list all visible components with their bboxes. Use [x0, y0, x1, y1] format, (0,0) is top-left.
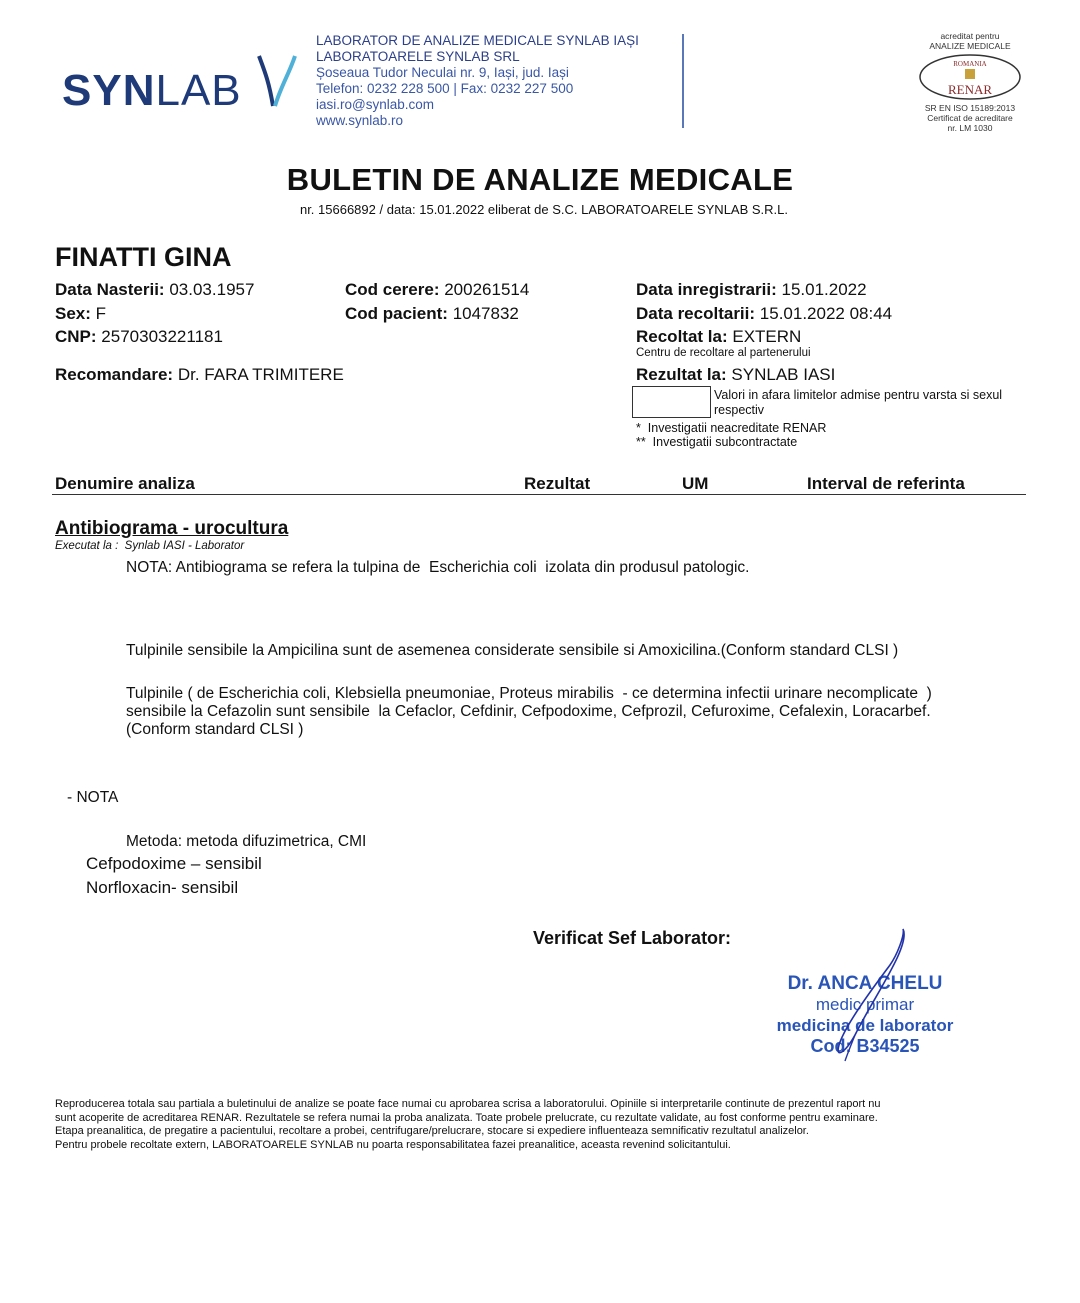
synlab-logo-icon [255, 52, 301, 110]
recomandare-value: Dr. FARA TRIMITERE [177, 365, 344, 384]
renar-seal-main-text: RENAR [947, 82, 993, 97]
reg-value: 15.01.2022 [781, 280, 867, 299]
metoda-line: Metoda: metoda difuzimetrica, CMI [126, 833, 367, 850]
lab-address: Șoseaua Tudor Neculai nr. 9, Iași, jud. Iași [316, 65, 569, 80]
legend-box [632, 386, 711, 418]
reg-label: Data inregistrarii: [636, 280, 777, 299]
field-cod-cerere [345, 280, 529, 300]
sex-label: Sex: [55, 304, 91, 323]
footer-line3: Etapa preanalitica, de pregatire a pacientului, recoltare a probei, centrifugare/prelucrare, stocare si expediere influenteaza semnificativ rezultatul analizelor. [55, 1125, 809, 1137]
rezultat-la-label: Rezultat la: [636, 365, 727, 384]
section-title: Antibiograma - urocultura [55, 518, 289, 539]
renar-top-line2: ANALIZE MEDICALE [929, 41, 1011, 51]
renar-seal-top-text: ROMANIA [953, 60, 987, 68]
cod-cerere-value: 200261514 [444, 280, 530, 299]
executed-at: Executat la : Synlab IASI - Laborator [55, 540, 245, 552]
lab-company: LABORATOARELE SYNLAB SRL [316, 49, 520, 64]
document-subtitle: nr. 15666892 / data: 15.01.2022 eliberat de S.C. LABORATOARELE SYNLAB S.R.L. [299, 202, 789, 217]
stamp-title: medic primar [815, 995, 915, 1014]
renar-seal-icon [918, 52, 1022, 102]
paragraph-cefazolin-line3: (Conform standard CLSI ) [126, 721, 304, 738]
cnp-label: CNP: [55, 327, 97, 346]
col-header-rezultat: Rezultat [524, 474, 591, 493]
cnp-value: 2570303221181 [101, 327, 223, 346]
field-cnp [55, 327, 223, 347]
legend-star2: ** Investigatii subcontractate [636, 435, 798, 449]
handwritten-signature [815, 925, 915, 1065]
col-header-um: UM [682, 474, 709, 493]
lab-website: www.synlab.ro [316, 113, 404, 128]
field-rezultat-la [636, 365, 835, 385]
recoltat-la-note: Centru de recoltare al partenerului [636, 347, 811, 359]
patient-name: FINATTI GINA [55, 242, 232, 272]
field-data-recoltarii [636, 304, 892, 324]
dob-value: 03.03.1957 [169, 280, 255, 299]
legend-box-text-line2: respectiv [714, 403, 765, 417]
sex-value: F [95, 304, 107, 323]
verified-label: Verificat Sef Laborator: [533, 928, 732, 948]
paragraph-cefazolin [126, 685, 932, 739]
field-recoltat-la [636, 327, 801, 347]
document-title: BULETIN DE ANALIZE MEDICALE [286, 162, 794, 197]
renar-accreditation [908, 31, 1032, 133]
lab-phone: Telefon: 0232 228 500 | Fax: 0232 227 500 [316, 81, 574, 96]
footer-line4: Pentru probele recoltate extern, LABORATOARELE SYNLAB nu poarta responsabilitatea fazei preanalitice, aceasta revenind solicitantului. [55, 1138, 731, 1151]
nota-dash: - NOTA [67, 789, 119, 806]
nota-antibiograma: NOTA: Antibiograma se refera la tulpina de Escherichia coli izolata din produsul patologic. [126, 559, 750, 576]
logo-text-bold: SYN [62, 66, 156, 115]
field-sex [55, 304, 106, 324]
paragraph-cefazolin-line2: sensibile la Cefazolin sunt sensibile la Cefaclor, Cefdinir, Cefpodoxime, Cefprozil, Cefuroxime, Cefalexin, Loracarbef. [126, 703, 931, 720]
cod-cerere-label: Cod cerere: [345, 280, 440, 299]
field-recomandare [55, 365, 344, 385]
renar-certificate: Certificat de acreditare [927, 113, 1013, 123]
cod-pacient-label: Cod pacient: [345, 304, 448, 323]
renar-iso: SR EN ISO 15189:2013 [924, 103, 1016, 113]
dob-label: Data Nasterii: [55, 280, 165, 299]
table-header-rule [52, 494, 1026, 495]
cod-pacient-value: 1047832 [452, 304, 519, 323]
recomandare-label: Recomandare: [55, 365, 174, 384]
renar-number: nr. LM 1030 [947, 123, 993, 133]
lab-name: LABORATOR DE ANALIZE MEDICALE SYNLAB IAȘI [316, 33, 639, 48]
field-cod-pacient [345, 304, 519, 324]
col-header-interval: Interval de referinta [807, 474, 965, 493]
footer-line1: Reproducerea totala sau partiala a buletinului de analize se poate face numai cu aprobarea scrisa a laboratorului. Opiniile si interpretarile continute de prezentul raport nu [55, 1098, 881, 1110]
legend-box-text-line1: Valori in afara limitelor admise pentru varsta si sexul [714, 388, 1003, 402]
renar-top-line1: acreditat pentru [940, 31, 1000, 41]
header-divider [682, 34, 684, 128]
field-dob [55, 280, 254, 300]
synlab-logo [62, 66, 242, 116]
paragraph-ampicilina: Tulpinile sensibile la Ampicilina sunt de asemenea considerate sensibile si Amoxicilina.(Conform standard CLSI ) [126, 642, 899, 659]
paragraph-cefazolin-line1: Tulpinile ( de Escherichia coli, Klebsiella pneumoniae, Proteus mirabilis - ce determina infectii urinare necomplicate ) [126, 685, 932, 702]
logo-wordmark [62, 66, 242, 116]
legend-star1: * Investigatii neacreditate RENAR [636, 421, 827, 435]
field-data-inregistrarii [636, 280, 867, 300]
result-norfloxacin: Norfloxacin- sensibil [86, 878, 239, 897]
legend-box-text [714, 388, 1024, 418]
rezultat-la-value: SYNLAB IASI [731, 365, 836, 384]
recolt-value: 15.01.2022 08:44 [759, 304, 893, 323]
recoltat-la-label: Recoltat la: [636, 327, 728, 346]
stamp-specialty: medicina de laborator [776, 1016, 954, 1035]
logo-text-light: LAB [155, 66, 242, 115]
lab-contact-block [316, 33, 639, 129]
result-cefpodoxime: Cefpodoxime – sensibil [86, 854, 262, 873]
col-header-denumire: Denumire analiza [55, 474, 195, 493]
stamp-code: Cod: B34525 [810, 1036, 920, 1056]
lab-email: iasi.ro@synlab.com [316, 97, 434, 112]
footer-line2: sunt acoperite de acreditarea RENAR. Rezultatele se refera numai la proba analizata. Toate probele prelucrate, cu rezultate validate, au fost conforme pentru examinare. [55, 1111, 878, 1124]
recolt-label: Data recoltarii: [636, 304, 756, 323]
stamp-doctor-name: Dr. ANCA CHELU [787, 973, 943, 994]
footer-disclaimer [55, 1098, 1035, 1152]
recoltat-la-value: EXTERN [732, 327, 802, 346]
